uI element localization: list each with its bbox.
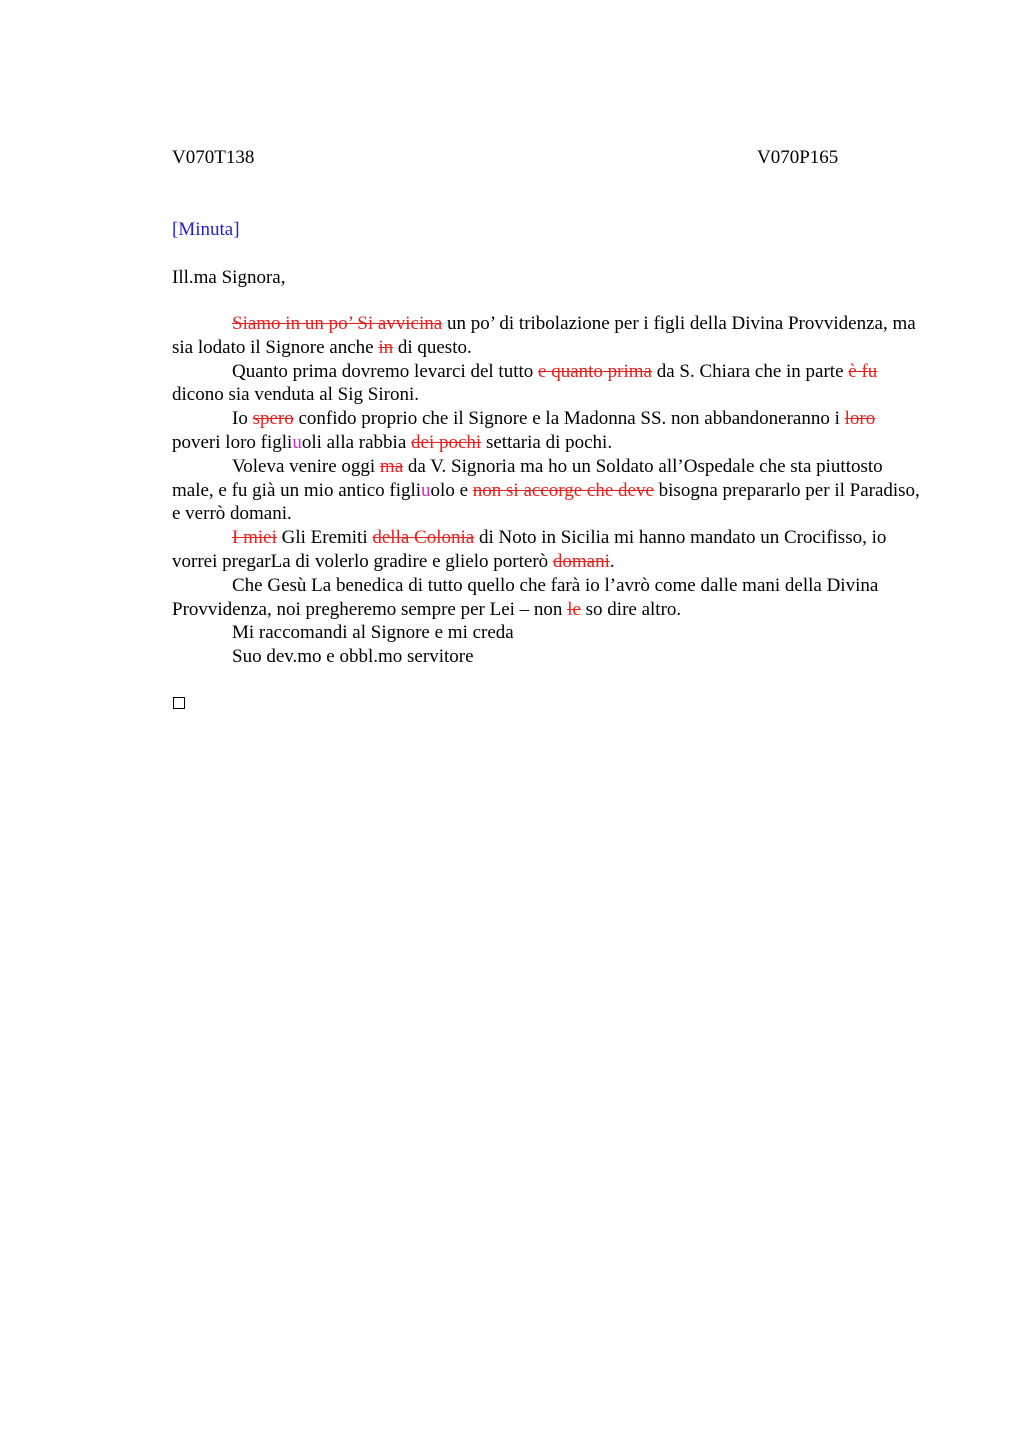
paragraph-text: oli alla rabbia <box>301 431 412 453</box>
deleted-text: e quanto prima <box>538 360 652 382</box>
letter-paragraph <box>172 574 928 622</box>
deleted-text: domani <box>552 550 610 572</box>
deleted-text: loro <box>844 408 876 430</box>
paragraph-text: settaria di pochi. <box>481 431 613 453</box>
letter-paragraph <box>172 526 928 574</box>
inserted-text: u <box>421 479 431 501</box>
paragraph-text: Voleva venire oggi <box>232 455 380 477</box>
end-of-document-box-icon <box>173 697 185 709</box>
paragraph-text: di questo. <box>393 336 472 358</box>
paragraph-text: . <box>609 550 615 572</box>
paragraph-text: da V. Signoria ma ho un Soldato all’Ospedale che sta piuttosto male, e fu già un mio antico figli <box>172 455 883 501</box>
inserted-text: u <box>292 431 302 453</box>
letter-paragraph <box>172 312 928 360</box>
document-code-left: V070T138 <box>172 147 255 168</box>
paragraph-text: Mi raccomandi al Signore e mi creda <box>232 622 514 644</box>
deleted-text: non si accorge che deve <box>472 479 654 501</box>
paragraph-text: Che Gesù La benedica di tutto quello che farà io l’avrò come dalle mani della Divina Provvidenza, noi pregheremo sempre per Lei – non <box>172 574 879 620</box>
paragraph-text: Gli Eremiti <box>276 527 373 549</box>
letter-paragraph <box>172 621 928 645</box>
deleted-text: dei pochi <box>411 431 482 453</box>
draft-label: [Minuta] <box>172 219 240 240</box>
deleted-text: in <box>378 336 394 358</box>
letter-body <box>172 312 928 669</box>
document-code-right: V070P165 <box>757 147 839 168</box>
paragraph-text: bisogna prepararlo per il Paradiso, e verrò domani. <box>172 479 920 525</box>
letter-paragraph <box>172 645 928 669</box>
deleted-text: spero <box>252 408 294 430</box>
paragraph-text: di Noto in Sicilia mi hanno mandato un Crocifisso, io vorrei pregarLa di volerlo gradire e glielo porterò <box>172 527 887 572</box>
paragraph-text: Quanto prima dovremo levarci del tutto <box>232 360 539 382</box>
salutation: Ill.ma Signora, <box>172 267 286 288</box>
deleted-text: le <box>567 598 581 620</box>
deleted-text: Siamo in un po’ Si avvicina <box>232 313 443 334</box>
paragraph-text: da S. Chiara che in parte <box>652 360 849 382</box>
paragraph-text: Io <box>232 408 253 430</box>
paragraph-text: Suo dev.mo e obbl.mo servitore <box>232 646 474 668</box>
paragraph-text: un po’ di tribolazione per i figli della Divina Provvidenza, ma sia lodato il Signore anche <box>172 313 916 358</box>
letter-paragraph <box>172 455 928 526</box>
paragraph-text: confido proprio che il Signore e la Madonna SS. non abbandoneranno i <box>293 408 845 430</box>
deleted-text: ma <box>379 455 404 477</box>
deleted-text: della Colonia <box>372 527 475 549</box>
letter-paragraph <box>172 407 928 455</box>
paragraph-text: poveri loro figli <box>172 431 293 453</box>
paragraph-text: dicono sia venduta al Sig Sironi. <box>172 384 419 406</box>
paragraph-text: olo e <box>430 479 473 501</box>
deleted-text: è fu <box>848 360 878 382</box>
deleted-text: I miei <box>232 527 277 549</box>
paragraph-text: so dire altro. <box>580 598 682 620</box>
letter-paragraph <box>172 360 928 408</box>
